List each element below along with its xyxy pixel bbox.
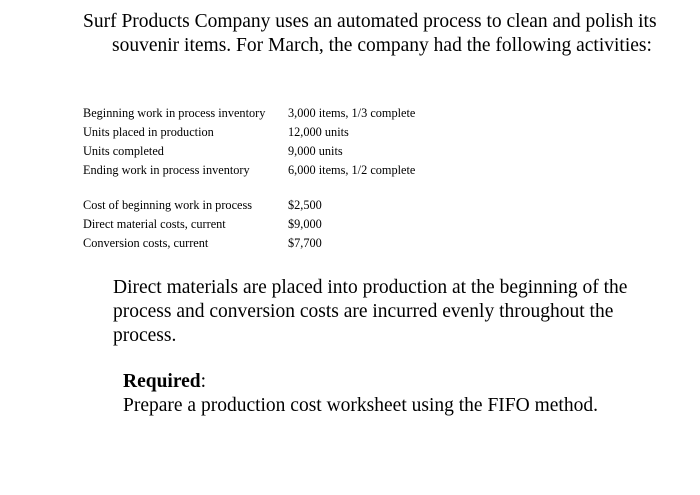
problem-intro: Surf Products Company uses an automated process to clean and polish its souvenir items. For March, the company had the following activities: xyxy=(83,11,657,56)
activity-label: Units placed in production xyxy=(83,125,214,139)
process-description: Direct materials are placed into production at the beginning of the process and conversion costs are incurred evenly throughout the process. xyxy=(113,277,628,346)
activity-value: 6,000 items, 1/2 complete xyxy=(288,163,416,177)
table-row xyxy=(83,161,415,180)
required-heading-colon: : xyxy=(200,371,207,392)
activity-label: Ending work in process inventory xyxy=(83,163,250,177)
table-row xyxy=(83,104,415,123)
activity-value: 12,000 units xyxy=(288,125,349,139)
cost-value: $9,000 xyxy=(288,217,322,231)
required-heading xyxy=(113,370,633,394)
activity-label: Beginning work in process inventory xyxy=(83,106,266,120)
table-row xyxy=(83,215,322,234)
table-row xyxy=(83,142,415,161)
required-section xyxy=(113,370,633,418)
cost-label: Conversion costs, current xyxy=(83,236,209,250)
table-row xyxy=(83,234,322,253)
activity-label: Units completed xyxy=(83,144,164,158)
table-row xyxy=(83,196,322,215)
required-instruction: Prepare a production cost worksheet using the FIFO method. xyxy=(123,395,598,416)
cost-label: Direct material costs, current xyxy=(83,217,226,231)
activity-value: 9,000 units xyxy=(288,144,343,158)
activities-table xyxy=(83,104,415,180)
cost-label: Cost of beginning work in process xyxy=(83,198,253,212)
cost-value: $7,700 xyxy=(288,236,322,250)
cost-value: $2,500 xyxy=(288,198,322,212)
required-heading-label: Required xyxy=(123,371,201,392)
activity-value: 3,000 items, 1/3 complete xyxy=(288,106,416,120)
costs-table xyxy=(83,196,322,253)
table-row xyxy=(83,123,415,142)
